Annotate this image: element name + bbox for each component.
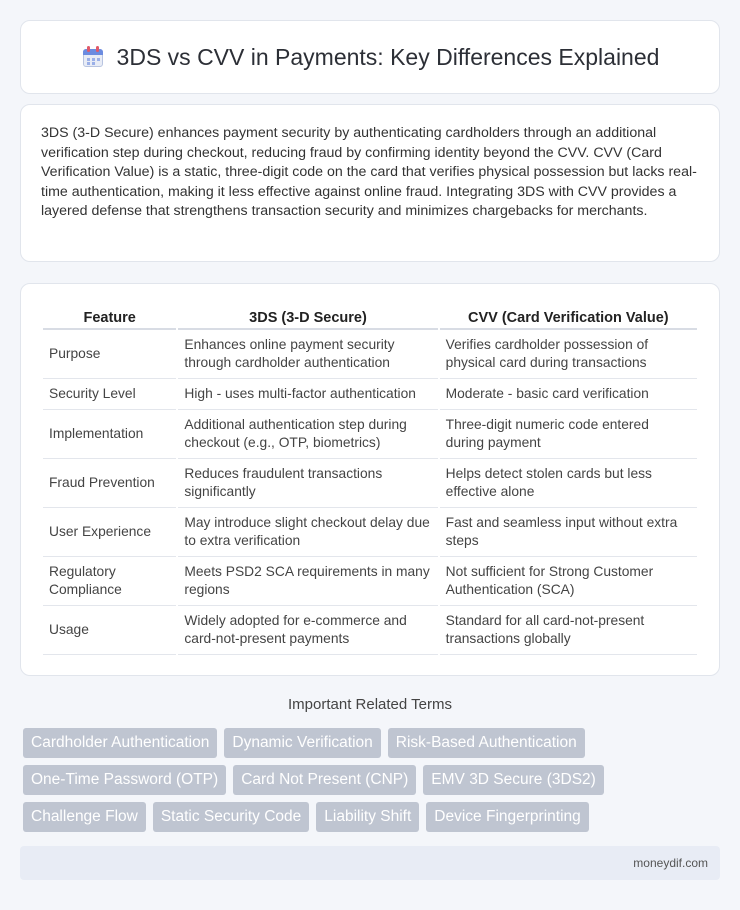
comparison-table [41,302,699,655]
footer-site-link[interactable]: moneydif.com [633,856,708,870]
table-header-3ds: 3DS (3-D Secure) [178,302,437,330]
table-header-cvv: CVV (Card Verification Value) [440,302,697,330]
related-terms-title: Important Related Terms [288,696,452,713]
tag-cardholder-authentication[interactable]: Cardholder Authentication [23,728,217,758]
table-cell-cvv: Moderate - basic card verification [440,379,697,410]
calendar-icon [81,45,105,69]
table-cell-3ds: May introduce slight checkout delay due to extra verification [178,508,437,557]
table-row [43,410,697,459]
tag-one-time-password[interactable]: One-Time Password (OTP) [23,765,226,795]
table-cell-feature: Fraud Prevention [43,459,176,508]
tag-liability-shift[interactable]: Liability Shift [316,802,419,832]
table-cell-3ds: High - uses multi-factor authentication [178,379,437,410]
table-cell-cvv: Verifies cardholder possession of physical card during transactions [440,330,697,379]
footer [20,846,720,880]
table-cell-feature: Regulatory Compliance [43,557,176,606]
table-header-feature: Feature [43,302,176,330]
table-cell-3ds: Enhances online payment security through cardholder authentication [178,330,437,379]
table-row [43,557,697,606]
tag-card-not-present[interactable]: Card Not Present (CNP) [233,765,416,795]
table-cell-cvv: Fast and seamless input without extra steps [440,508,697,557]
table-cell-feature: User Experience [43,508,176,557]
table-cell-feature: Implementation [43,410,176,459]
table-cell-3ds: Meets PSD2 SCA requirements in many regions [178,557,437,606]
table-header-row [43,302,697,330]
table-row [43,379,697,410]
table-row [43,508,697,557]
intro-card [20,104,720,262]
tag-row [23,802,723,832]
intro-text: 3DS (3-D Secure) enhances payment security by authenticating cardholders through an additional verification step during checkout, reducing fraud by confirming identity beyond the CVV. CVV (Card Verification Value) is a static, three-digit code on the card that verifies physical possession but lacks real-time authentication, making it less effective against online fraud. Integrating 3DS with CVV provides a layered defense that strengthens transaction security and minimizes chargebacks for merchants. [41,125,697,220]
table-row [43,330,697,379]
table-cell-3ds: Additional authentication step during checkout (e.g., OTP, biometrics) [178,410,437,459]
table-cell-cvv: Helps detect stolen cards but less effective alone [440,459,697,508]
page-title [81,44,660,71]
tag-static-security-code[interactable]: Static Security Code [153,802,309,832]
title-card [20,20,720,94]
table-cell-3ds: Widely adopted for e-commerce and card-not-present payments [178,606,437,655]
table-row [43,606,697,655]
related-terms-tags [23,728,723,839]
table-cell-cvv: Standard for all card-not-present transactions globally [440,606,697,655]
tag-row [23,765,723,795]
table-cell-feature: Security Level [43,379,176,410]
table-cell-cvv: Three-digit numeric code entered during payment [440,410,697,459]
tag-device-fingerprinting[interactable]: Device Fingerprinting [426,802,588,832]
table-row [43,459,697,508]
tag-dynamic-verification[interactable]: Dynamic Verification [224,728,380,758]
tag-risk-based-authentication[interactable]: Risk-Based Authentication [388,728,585,758]
table-cell-feature: Purpose [43,330,176,379]
comparison-table-card [20,283,720,676]
table-cell-3ds: Reduces fraudulent transactions significantly [178,459,437,508]
table-cell-feature: Usage [43,606,176,655]
page-title-text: 3DS vs CVV in Payments: Key Differences Explained [116,43,660,70]
tag-emv-3d-secure[interactable]: EMV 3D Secure (3DS2) [423,765,604,795]
table-cell-cvv: Not sufficient for Strong Customer Authentication (SCA) [440,557,697,606]
tag-challenge-flow[interactable]: Challenge Flow [23,802,146,832]
tag-row [23,728,723,758]
